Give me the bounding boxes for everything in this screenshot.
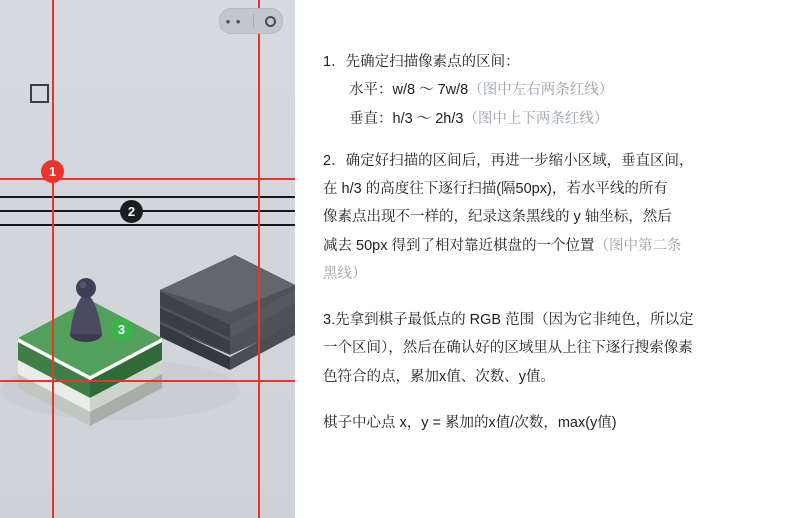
note-2-line-3: 像素点出现不一样的，纪录这条黑线的 y 轴坐标，然后 [323,209,672,226]
note-2-line-5-note: 黑线） [323,265,367,282]
black-scan-line-2 [0,210,295,212]
game-screenshot-panel [0,0,295,518]
note-3-line-2: 一个区间），然后在确认好的区域里从上往下逐行搜索像素 [323,340,693,357]
isometric-scene [0,230,295,460]
note-3-line-3: 色符合的点，累加x值、次数、y值。 [323,368,555,385]
note-item-4 [323,409,772,437]
note-2-line-4-note: （图中第二条 [594,237,682,254]
black-scan-line-1 [0,196,295,198]
marker-badge-1: 1 [41,160,64,183]
note-4-line-1: 棋子中心点 x，y = 累加的x值/次数，max(y值) [323,414,617,431]
notes-panel [295,0,800,518]
note-1-horizontal-label: 水平：w/8 ～ 7w/8 [349,82,469,99]
marker-badge-3: 3 [110,318,133,341]
target-circle-icon[interactable] [265,16,276,27]
note-1-horizontal [323,76,772,104]
more-dots-icon[interactable]: • • [225,13,242,29]
note-2-line-4 [323,232,772,260]
note-3-line-1: 3.先拿到棋子最低点的 RGB 范围（因为它非纯色，所以定 [323,312,694,329]
square-marker [30,84,49,103]
note-item-2 [323,147,772,288]
note-1-vertical-label: 垂直：h/3 ～ 2h/3 [349,110,464,127]
red-guide-vertical-left [52,0,54,518]
note-2-line-4-text: 减去 50px 得到了相对靠近棋盘的一个位置 [323,237,595,254]
red-guide-horizontal-bottom [0,380,295,382]
status-capsule[interactable] [219,8,283,34]
note-1-horizontal-note: （图中左右两条红线） [468,82,614,99]
black-scan-line-3 [0,224,295,226]
note-item-3 [323,306,772,391]
note-2-line-1: 2．确定好扫描的区间后，再进一步缩小区域，垂直区间， [323,152,694,169]
note-1-vertical-note: （图中上下两条红线） [463,110,609,127]
note-1-vertical [323,105,772,133]
note-item-1 [323,48,772,133]
note-1-heading: 1．先确定扫描像素点的区间： [323,54,520,70]
note-2-line-2: 在 h/3 的高度往下逐行扫描(隔50px)，若水平线的所有 [323,181,668,198]
red-guide-vertical-right [258,0,260,518]
marker-badge-2: 2 [120,200,143,223]
capsule-divider [253,14,254,28]
